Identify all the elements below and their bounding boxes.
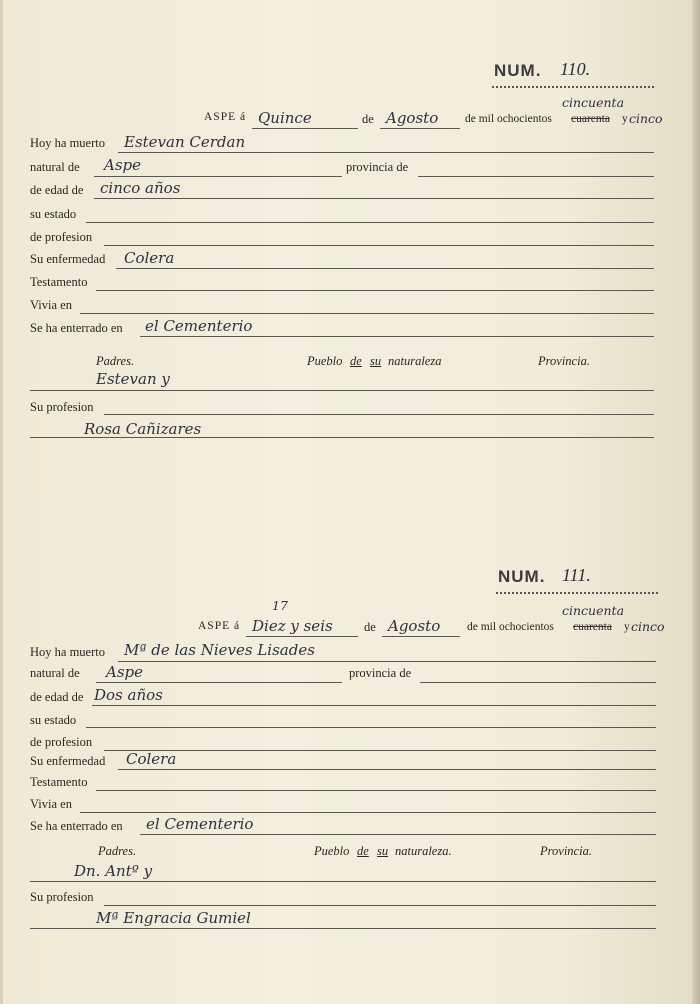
edad-value: cinco años	[100, 179, 181, 197]
death-day: Diez y seis	[252, 617, 333, 635]
enfermedad-label: Su enfermedad	[30, 252, 106, 266]
year-y-label: y	[624, 621, 630, 633]
date-de-label: de	[364, 620, 376, 634]
enfermedad-label: Su enfermedad	[30, 754, 106, 768]
testamento-label: Testamento	[30, 275, 88, 289]
hoy-ha-muerto-label: Hoy ha muerto	[30, 645, 105, 659]
pueblo-header-b: de	[350, 354, 362, 368]
natural-de-value: Aspe	[104, 156, 142, 174]
pueblo-header-d: naturaleza	[388, 354, 442, 368]
enterrado-label: Se ha enterrado en	[30, 321, 123, 335]
vivia-rule	[80, 313, 654, 314]
father-rule	[30, 390, 654, 391]
natural-de-label: natural de	[30, 666, 80, 680]
mother-name: Rosa Cañizares	[84, 420, 202, 438]
year-struck: cuarenta	[571, 113, 610, 125]
enterrado-label: Se ha enterrado en	[30, 819, 123, 833]
father-rule	[30, 881, 656, 882]
provincia-rule	[418, 176, 654, 177]
day-correction: 17	[272, 598, 288, 613]
mother-rule	[30, 437, 654, 438]
enterrado-rule	[140, 336, 654, 337]
su-profesion-label: Su profesion	[30, 400, 94, 414]
pueblo-header-a: Pueblo	[307, 354, 343, 368]
edad-rule	[92, 705, 656, 706]
parent-profesion-rule	[104, 414, 654, 415]
death-day: Quince	[258, 109, 312, 127]
hoy-rule	[118, 152, 654, 153]
provincia-header: Provincia.	[540, 844, 592, 858]
enfermedad-rule	[116, 268, 654, 269]
natural-de-value: Aspe	[106, 663, 144, 681]
edad-value: Dos años	[94, 686, 163, 704]
provincia-header: Provincia.	[538, 354, 590, 368]
date-place-label: ASPE á	[204, 111, 247, 123]
record-number-value: 110.	[560, 59, 591, 79]
padres-header: Padres.	[96, 354, 135, 368]
hoy-rule	[118, 661, 656, 662]
su-profesion-label: Su profesion	[30, 890, 94, 904]
month-rule	[382, 636, 460, 637]
enfermedad-rule	[118, 769, 656, 770]
profesion-rule	[104, 245, 654, 246]
hoy-ha-muerto-label: Hoy ha muerto	[30, 136, 105, 150]
day-rule	[246, 636, 358, 637]
father-name: Dn. Antº y	[74, 862, 153, 880]
pueblo-header-a: Pueblo	[314, 844, 350, 858]
provincia-rule	[420, 682, 656, 683]
year-unit: cinco	[629, 111, 663, 126]
year-prefix-label: de mil ochocientos	[465, 113, 552, 125]
padres-header: Padres.	[98, 844, 137, 858]
vivia-label: Vivia en	[30, 797, 72, 811]
profesion-rule	[104, 750, 656, 751]
profesion-label: de profesion	[30, 735, 93, 749]
provincia-de-label: provincia de	[346, 160, 409, 174]
number-dotted-rule	[496, 592, 658, 594]
deceased-name: Estevan Cerdan	[124, 133, 246, 151]
date-de-label: de	[362, 112, 374, 126]
pueblo-header-c: su	[370, 354, 382, 368]
estado-rule	[86, 727, 656, 728]
record-number-value: 111.	[562, 565, 591, 585]
estado-label: su estado	[30, 207, 77, 221]
father-name: Estevan y	[96, 370, 170, 388]
enterrado-rule	[140, 834, 656, 835]
month-rule	[380, 128, 460, 129]
natural-rule	[94, 176, 342, 177]
parent-profesion-rule	[104, 905, 656, 906]
edad-label: de edad de	[30, 183, 84, 197]
pueblo-header-c: su	[377, 844, 389, 858]
day-rule	[252, 128, 358, 129]
record-number-label: NUM.	[494, 61, 542, 80]
date-place-label: ASPE á	[198, 620, 241, 632]
number-dotted-rule	[492, 86, 654, 88]
provincia-de-label: provincia de	[349, 666, 412, 680]
pueblo-header-d: naturaleza.	[395, 844, 452, 858]
enterrado-value: el Cementerio	[145, 317, 253, 335]
year-correction: cincuenta	[562, 95, 625, 110]
natural-rule	[96, 682, 342, 683]
estado-rule	[86, 222, 654, 223]
mother-name: Mª Engracia Gumiel	[96, 909, 251, 927]
pueblo-header-b: de	[357, 844, 369, 858]
edad-label: de edad de	[30, 690, 84, 704]
estado-label: su estado	[30, 713, 77, 727]
deceased-name: Mª de las Nieves Lisades	[124, 641, 315, 659]
testamento-label: Testamento	[30, 775, 88, 789]
testamento-rule	[96, 790, 656, 791]
enfermedad-value: Colera	[124, 249, 175, 267]
enterrado-value: el Cementerio	[146, 815, 254, 833]
natural-de-label: natural de	[30, 160, 80, 174]
death-month: Agosto	[386, 109, 439, 127]
vivia-rule	[80, 812, 656, 813]
record-number-label: NUM.	[498, 567, 546, 586]
page-right-edge	[692, 0, 700, 1004]
page-left-edge	[0, 0, 3, 1004]
year-unit: cinco	[631, 619, 665, 634]
edad-rule	[94, 198, 654, 199]
year-correction: cincuenta	[562, 603, 625, 618]
mother-rule	[30, 928, 656, 929]
year-y-label: y	[622, 113, 628, 125]
testamento-rule	[96, 290, 654, 291]
year-prefix-label: de mil ochocientos	[467, 621, 554, 633]
enfermedad-value: Colera	[126, 750, 177, 768]
profesion-label: de profesion	[30, 230, 93, 244]
vivia-label: Vivia en	[30, 298, 72, 312]
death-month: Agosto	[388, 617, 441, 635]
year-struck: cuarenta	[573, 621, 612, 633]
